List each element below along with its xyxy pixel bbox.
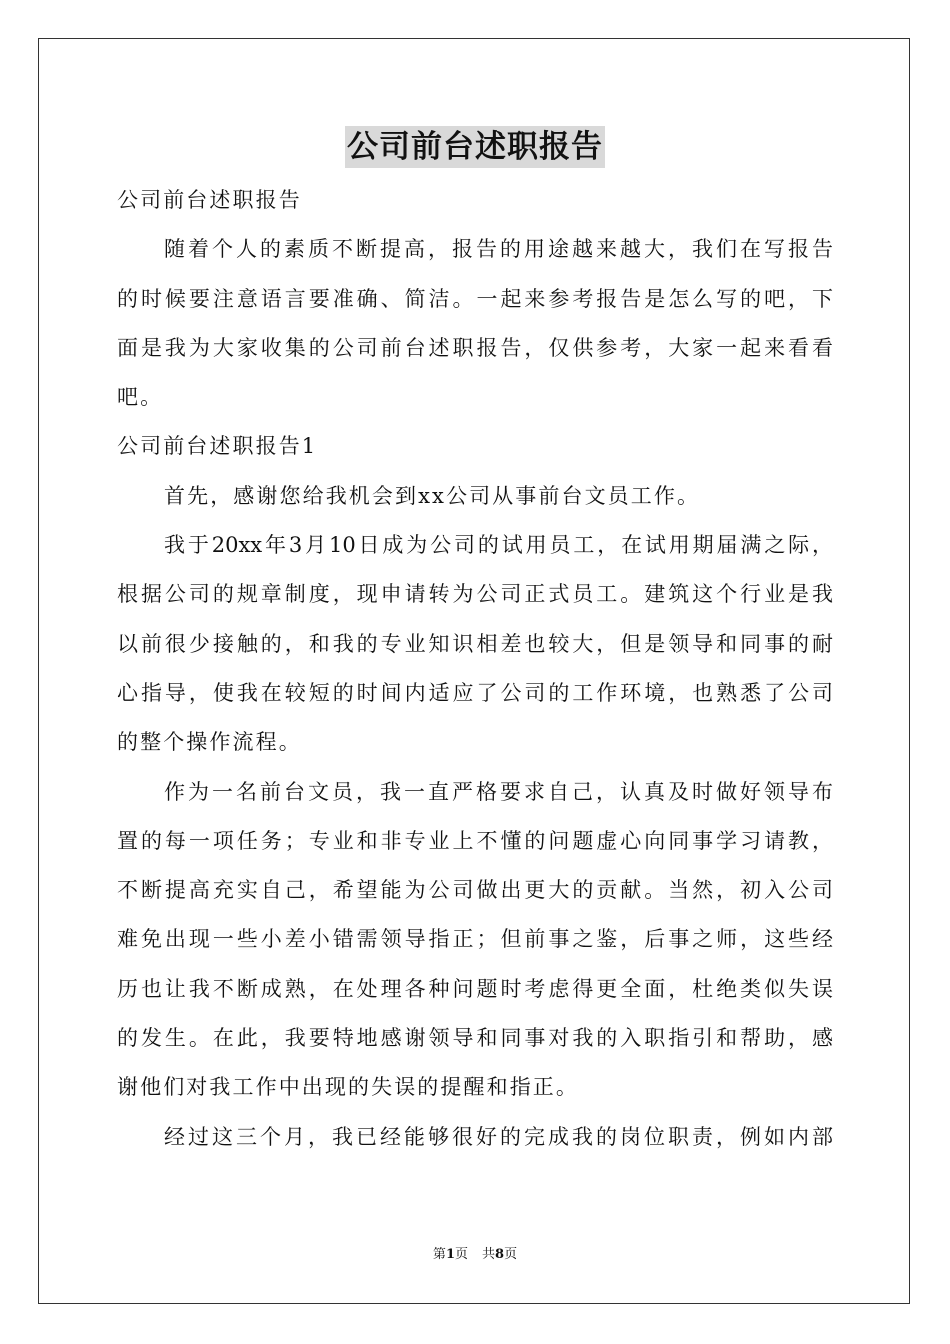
text-line: 置的每一项任务；专业和非专业上不懂的问题虚心向同事学习请教， xyxy=(117,828,833,853)
text-line: 的时候要注意语言要准确、简洁。一起来参考报告是怎么写的吧，下 xyxy=(117,286,833,311)
text-line: 谢他们对我工作中出现的失误的提醒和指正。 xyxy=(117,1075,579,1100)
text-line: 吧。 xyxy=(117,385,164,410)
text-line: 心指导，使我在较短的时间内适应了公司的工作环境，也熟悉了公司 xyxy=(117,680,833,705)
text-line: 面是我为大家收集的公司前台述职报告，仅供参考，大家一起来看看 xyxy=(117,335,833,360)
text-line: 经过这三个月，我已经能够很好的完成我的岗位职责，例如内部 xyxy=(164,1124,833,1149)
text-line: 随着个人的素质不断提高，报告的用途越来越大，我们在写报告 xyxy=(164,237,833,262)
text-line: 不断提高充实自己，希望能为公司做出更大的贡献。当然，初入公司 xyxy=(117,878,833,903)
title-container xyxy=(0,126,950,168)
text-line: 历也让我不断成熟，在处理各种问题时考虑得更全面，杜绝类似失误 xyxy=(117,976,833,1001)
page-footer xyxy=(0,1245,950,1265)
text-line: 难免出现一些小差小错需领导指正；但前事之鉴，后事之师，这些经 xyxy=(117,927,833,952)
text-line: 以前很少接触的，和我的专业知识相差也较大，但是领导和同事的耐 xyxy=(117,631,833,656)
footer-total-prefix: 共 xyxy=(482,1247,496,1262)
footer-page-suffix: 页 xyxy=(454,1247,468,1262)
text-line: 的整个操作流程。 xyxy=(117,730,302,755)
footer-page-prefix: 第 xyxy=(432,1247,446,1262)
text-line: 作为一名前台文员，我一直严格要求自己，认真及时做好领导布 xyxy=(164,779,833,804)
footer-total-pages: 8 xyxy=(495,1247,505,1262)
document-body xyxy=(117,176,833,1162)
text-line: 公司前台述职报告 xyxy=(117,188,302,212)
text-line: 的发生。在此，我要特地感谢领导和同事对我的入职指引和帮助，感 xyxy=(117,1026,833,1051)
text-line: 公司前台述职报告1 xyxy=(117,434,318,459)
document-title: 公司前台述职报告 xyxy=(345,126,605,168)
footer-page-number: 1 xyxy=(445,1247,455,1262)
text-line: 首先，感谢您给我机会到xx公司从事前台文员工作。 xyxy=(164,483,701,508)
text-line: 根据公司的规章制度，现申请转为公司正式员工。建筑这个行业是我 xyxy=(117,582,833,607)
text-line: 我于20xx年3月10日成为公司的试用员工，在试用期届满之际， xyxy=(164,533,833,558)
footer-total-suffix: 页 xyxy=(504,1247,518,1262)
